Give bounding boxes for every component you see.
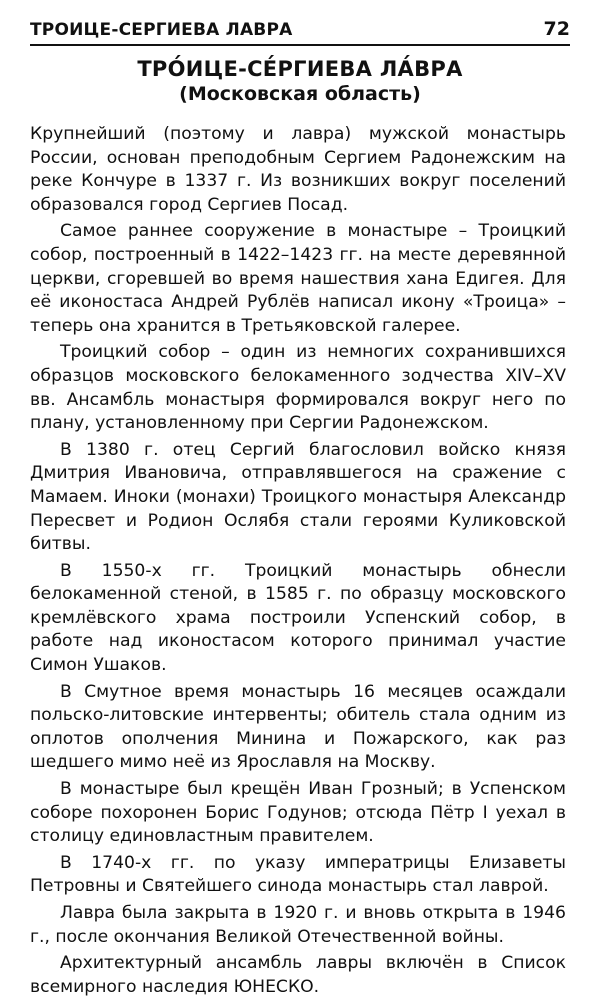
- paragraph: В 1550-х гг. Троицкий монастырь обнесли белокаменной стеной, в 1585 г. по образцу московского кремлёвского храма построили Успенский собор, в работе над иконостасом которого принимал участие Симон Ушаков.: [30, 560, 566, 676]
- article-title: ТРО́ИЦЕ-СЕ́РГИЕВА ЛА́ВРА: [137, 57, 463, 81]
- paragraph: Лавра была закрыта в 1920 г. и вновь открыта в 1946 г., после окончания Великой Отечественной войны.: [30, 903, 566, 947]
- article-body: [30, 123, 566, 1002]
- paragraph: Троицкий собор – один из немногих сохранившихся образцов московского белокаменного зодчества XIV–XV вв. Ансамбль монастыря формировался вокруг него по плану, установленному при Сергии Радонежском.: [30, 342, 566, 434]
- running-header: [30, 14, 570, 46]
- running-title: ТРОИЦЕ-СЕРГИЕВА ЛАВРА: [30, 20, 293, 40]
- paragraph: В 1740-х гг. по указу императрицы Елизаветы Петровны и Святейшего синода монастырь стал лаврой.: [30, 852, 566, 897]
- paragraph: В монастыре был крещён Иван Грозный; в Успенском соборе похоронен Борис Годунов; отсюда Пётр I уехал в столицу единовластным правителем.: [30, 779, 566, 847]
- page-number: 72: [543, 18, 570, 40]
- article-subtitle: (Московская область): [179, 83, 421, 105]
- paragraph: Самое раннее сооружение в монастыре – Троицкий собор, построенный в 1422–1423 гг. на месте деревянной церкви, сгоревшей во время нашествия хана Едигея. Для её иконостаса Андрей Рублёв написал икону «Троица» – теперь она хранится в Третьяковской галерее.: [30, 221, 566, 336]
- paragraph: В 1380 г. отец Сергий благословил войско князя Дмитрия Ивановича, отправлявшегося на сражение с Мамаем. Иноки (монахи) Троицкого монастыря Александр Пересвет и Родион Ослябя стали героями Куликовской битвы.: [30, 439, 566, 555]
- paragraph: Крупнейший (поэтому и лавра) мужской монастырь России, основан преподобным Сергием Радонежским на реке Кончуре в 1337 г. Из возникших вокруг поселений образовался город Сергиев Посад.: [30, 124, 566, 215]
- paragraph: Архитектурный ансамбль лавры включён в Список всемирного наследия ЮНЕСКО.: [30, 953, 566, 997]
- paragraph: В Смутное время монастырь 16 месяцев осаждали польско-литовские интервенты; обитель стала одним из оплотов ополчения Минина и Пожарского, как раз шедшего мимо неё из Ярославля на Москву.: [30, 681, 566, 773]
